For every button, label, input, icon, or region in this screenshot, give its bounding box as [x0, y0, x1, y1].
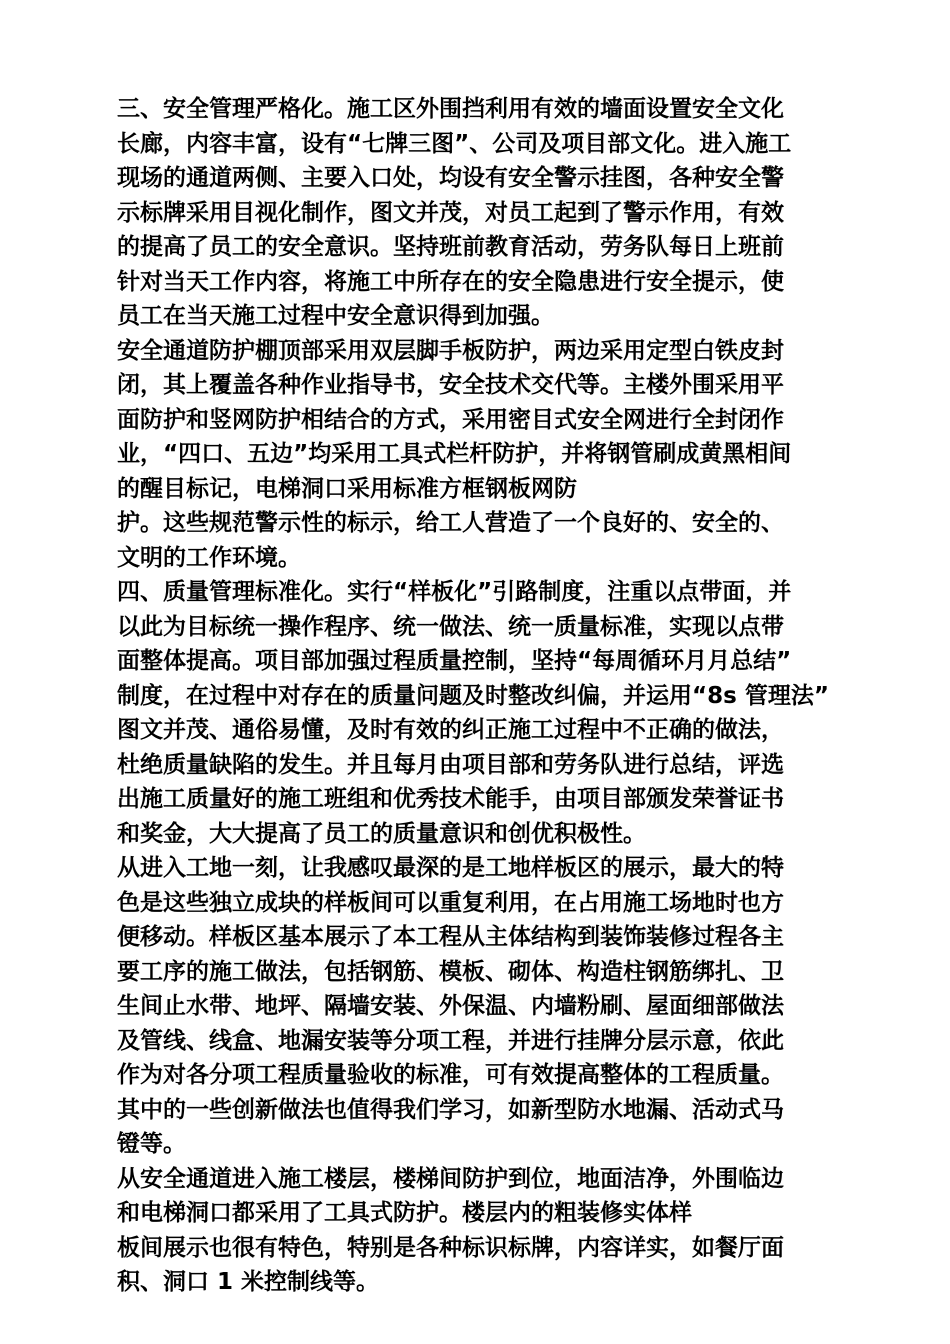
text-line: 面整体提高。项目部加强过程质量控制，坚持“每周循环月月总结” — [117, 648, 792, 674]
text-line: 和电梯洞口都采用了工具式防护。楼层内的粗装修实体样 — [117, 1200, 692, 1226]
text-line: 的提高了员工的安全意识。坚持班前教育活动，劳务队每日上班前 — [117, 234, 784, 260]
text-line: 从安全通道进入施工楼层，楼梯间防护到位，地面洁净，外围临边 — [117, 1165, 784, 1192]
text-line: 制度，在过程中对存在的质量问题及时整改纠偏，并运用“8s 管理法” — [117, 682, 829, 709]
text-line: 示标牌采用目视化制作，图文并茂，对员工起到了警示作用，有效 — [117, 199, 784, 226]
text-line: 出施工质量好的施工班组和优秀技术能手，由项目部颁发荣誉证书 — [117, 786, 784, 812]
text-line: 作为对各分项工程质量验收的标准，可有效提高整体的工程质量。 — [117, 1062, 784, 1088]
text-line: 四、质量管理标准化。实行“样板化”引路制度，注重以点带面，并 — [117, 579, 792, 605]
text-line: 针对当天工作内容，将施工中所存在的安全隐患进行安全提示，使 — [117, 268, 784, 295]
text-line: 的醒目标记，电梯洞口采用标准方框钢板网防 — [117, 475, 577, 502]
text-line: 图文并茂、通俗易懂，及时有效的纠正施工过程中不正确的做法， — [117, 717, 784, 743]
text-line: 现场的通道两侧、主要入口处，均设有安全警示挂图，各种安全警 — [117, 165, 784, 191]
text-line: 员工在当天施工过程中安全意识得到加强。 — [117, 303, 554, 329]
document-body — [117, 92, 847, 1300]
text-line: 杜绝质量缺陷的发生。并且每月由项目部和劳务队进行总结，评选 — [117, 751, 784, 778]
text-line: 要工序的施工做法，包括钢筋、模板、砌体、构造柱钢筋绑扎、卫 — [117, 958, 784, 985]
text-line: 镫等。 — [117, 1131, 186, 1157]
text-line: 从进入工地一刻，让我感叹最深的是工地样板区的展示，最大的特 — [117, 855, 784, 881]
text-line: 色是这些独立成块的样板间可以重复利用，在占用施工场地时也方 — [117, 889, 784, 916]
text-line: 积、洞口 1 米控制线等。 — [117, 1269, 380, 1295]
text-line: 长廊，内容丰富，设有“七牌三图”、公司及项目部文化。进入施工 — [117, 130, 792, 157]
text-line: 便移动。样板区基本展示了本工程从主体结构到装饰装修过程各主 — [117, 924, 784, 950]
text-line: 安全通道防护棚顶部采用双层脚手板防护，两边采用定型白铁皮封 — [117, 337, 784, 364]
text-line: 面防护和竖网防护相结合的方式，采用密目式安全网进行全封闭作 — [117, 406, 784, 433]
text-line: 业，“四口、五边”均采用工具式栏杆防护，并将钢管刷成黄黑相间 — [117, 441, 792, 467]
text-line: 以此为目标统一操作程序、统一做法、统一质量标准，实现以点带 — [117, 613, 784, 640]
text-line: 文明的工作环境。 — [117, 544, 301, 571]
text-line: 其中的一些创新做法也值得我们学习，如新型防水地漏、活动式马 — [117, 1096, 784, 1123]
text-line: 生间止水带、地坪、隔墙安装、外保温、内墙粉刷、屋面细部做法 — [117, 993, 784, 1019]
text-line: 护。这些规范警示性的标示，给工人营造了一个良好的、安全的、 — [117, 510, 784, 536]
text-line: 及管线、线盒、地漏安装等分项工程，并进行挂牌分层示意，依此 — [117, 1027, 784, 1054]
text-line: 三、安全管理严格化。施工区外围挡利用有效的墙面设置安全文化 — [117, 96, 784, 122]
text-line: 和奖金，大大提高了员工的质量意识和创优积极性。 — [117, 820, 646, 847]
text-line: 闭，其上覆盖各种作业指导书，安全技术交代等。主楼外围采用平 — [117, 372, 784, 398]
text-line: 板间展示也很有特色，特别是各种标识标牌，内容详实，如餐厅面 — [117, 1234, 784, 1261]
